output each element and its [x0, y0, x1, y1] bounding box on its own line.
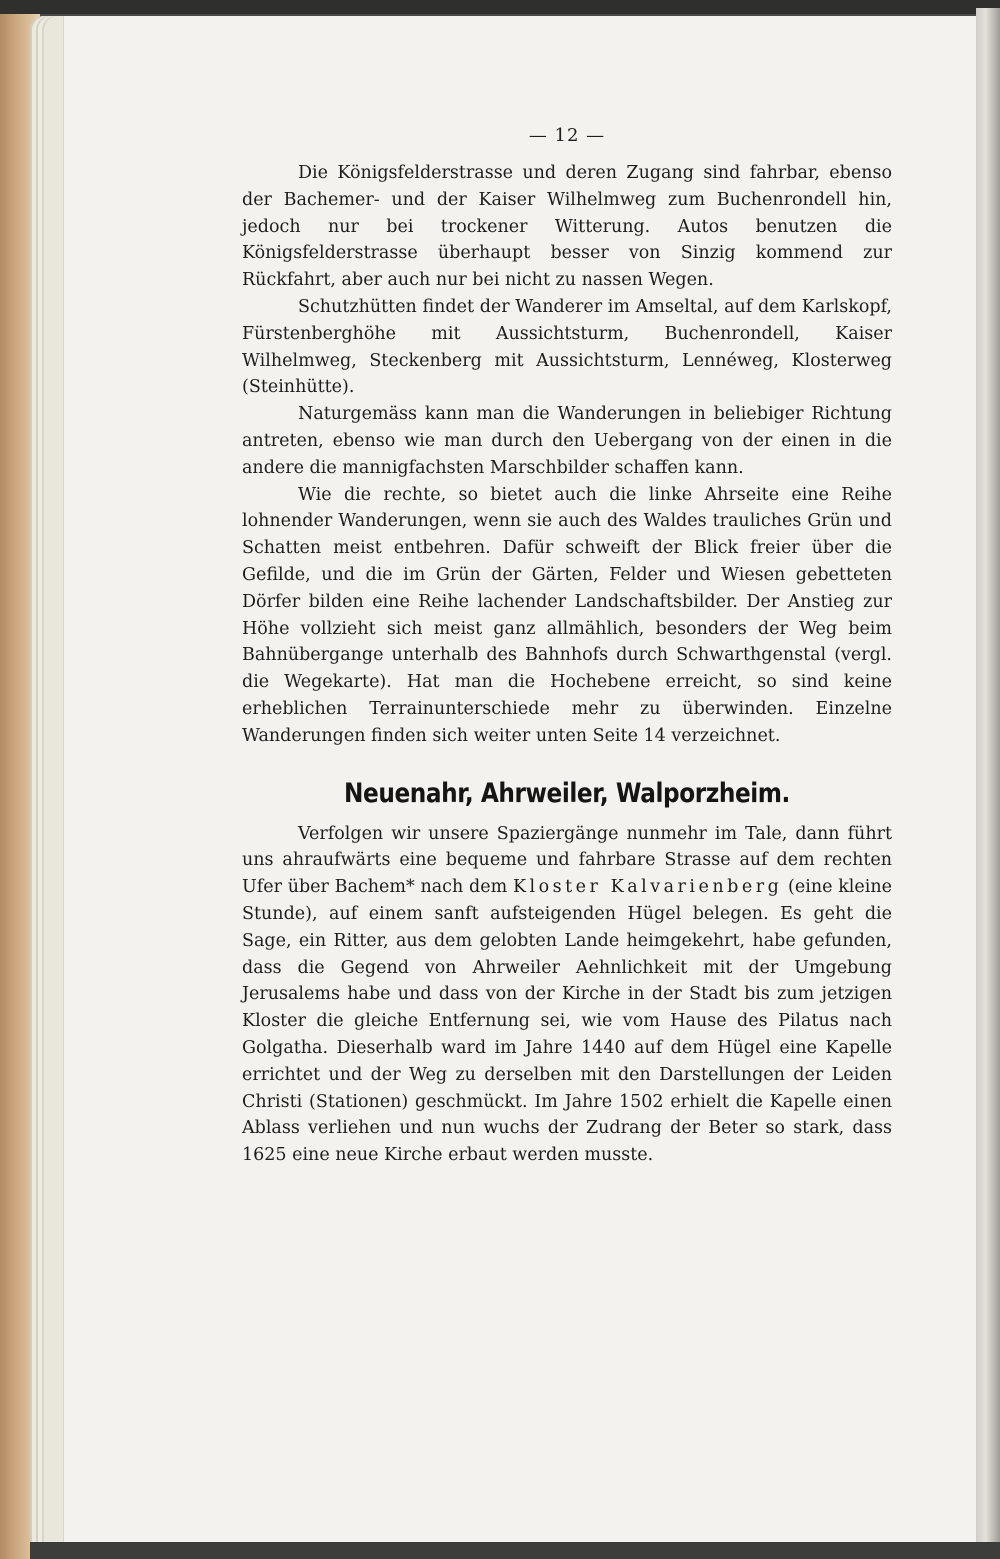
section-heading: Neuenahr, Ahrweiler, Walporzheim.	[344, 777, 790, 809]
kloster-kalvarienberg-spaced: Kloster Kalvarienberg	[512, 877, 783, 898]
paragraph-kalvarienberg-part2: (eine kleine Stunde), auf einem sanft aufsteigenden Hügel belegen. Es geht die Sage, ein Ritter, aus dem gelobten Lande heimgekehrt, habe gefunden, dass die Gegend von Ahrweiler Aehnlichkeit mit der Umgebung Jerusalems habe und dass von der Kirche in der Stadt bis zum jetzigen Kloster die gleiche Entfernung sei, wie vom Hause des Pilatus nach Golgatha. Dieserhalb ward im Jahre 1440 auf dem Hügel eine Kapelle errichtet und der Weg zu derselben mit den Darstellungen der Leiden Christi (Stationen) geschmückt. Im Jahre 1502 erhielt die Kapelle einen Ablass verliehen und nun wuchs der Zudrang der Beter so stark, dass 1625 eine neue Kirche erbaut werden musste.	[242, 877, 892, 1166]
page-number: — 12 —	[528, 125, 606, 146]
paragraph-shelters: Schutzhütten findet der Wanderer im Amseltal, auf dem Karlskopf, Fürstenberghöhe mit Aussichtsturm, Buchenrondell, Kaiser Wilhelmweg, Steckenberg mit Aussichtsturm, Lennéweg, Klosterweg (Steinhütte).	[242, 296, 892, 398]
paragraph-roads: Die Königsfelderstrasse und deren Zugang sind fahrbar, ebenso der Bachemer- und der Kaiser Wilhelmweg zum Buchenrondell hin, jedoch nur bei trockener Witterung. Autos benutzen die Königsfelderstrasse überhaupt besser von Sinzig kommend zur Rückfahrt, aber auch nur bei nicht zu nassen Wegen.	[242, 163, 892, 291]
page-content	[242, 125, 892, 1169]
book-binding-edge	[976, 8, 1000, 1559]
paragraph-hiking-directions: Naturgemäss kann man die Wanderungen in beliebiger Richtung antreten, ebenso wie man durch den Uebergang von der einen in die andere die mannigfachsten Marschbilder schaffen kann.	[242, 404, 892, 478]
paragraph-kalvarienberg-part1: Verfolgen wir unsere Spaziergänge nunmehr im Tale, dann führt uns ahraufwärts eine bequeme und fahrbare Strasse auf dem rechten Ufer über Bachem* nach dem	[242, 823, 892, 898]
paragraph-left-ahr-side: Wie die rechte, so bietet auch die linke Ahrseite eine Reihe lohnender Wanderungen, wenn sie auch des Waldes trauliches Grün und Schatten meist entbehren. Dafür schweift der Blick freier über die Gefilde, und die im Grün der Gärten, Felder und Wiesen gebetteten Dörfer bilden eine Reihe lachender Landschaftsbilder. Der Anstieg zur Höhe vollzieht sich meist ganz allmählich, besonders der Weg beim Bahnübergange unterhalb des Bahnhofs durch Schwarthgenstal (vergl. die Wegekarte). Hat man die Hochebene erreicht, so sind keine erheblichen Terrainunterschiede mehr zu überwinden. Einzelne Wanderungen finden sich weiter unten Seite 14 verzeichnet.	[242, 484, 892, 746]
bottom-shadow	[30, 1542, 1000, 1559]
paragraph-kalvarienberg	[242, 821, 892, 1169]
